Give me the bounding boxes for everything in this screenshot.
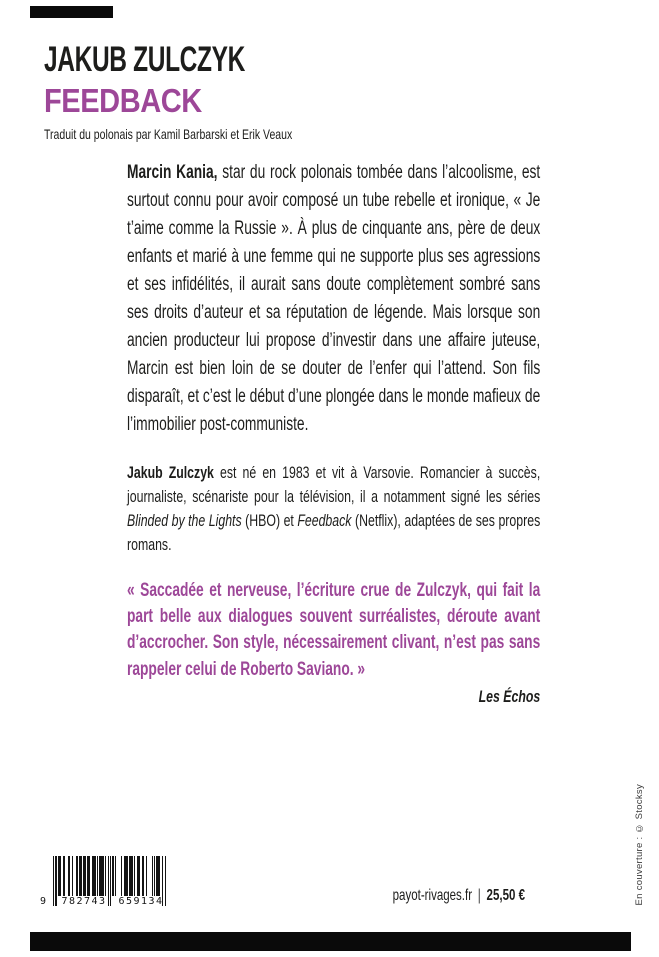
bio-series-title-2: Feedback [297, 511, 352, 530]
print-mark-top [30, 6, 113, 18]
bio-text-1: est né en 1983 et vit à Varsovie. Romancier à succès, journaliste, scénariste pour la télévision, il a notamment signé les séries [127, 463, 541, 506]
footer-publisher-line [238, 886, 525, 906]
synopsis-lead: Marcin Kania, [127, 162, 218, 183]
barcode-digit-group-1: 9 [40, 896, 47, 907]
bio-text-3: (Netflix), adaptées de ses propres romans. [127, 511, 541, 554]
bio-lead: Jakub Zulczyk [127, 463, 214, 482]
press-quote: « Saccadée et nerveuse, l’écriture crue de Zulczyk, qui fait la part belle aux dialogues souvent surréalistes, déroute avant d’accrocher. Son style, nécessairement clivant, n’est pas sans rappeler celui de Roberto Saviano. » [127, 580, 541, 680]
bio-text-2: (HBO) et [241, 511, 298, 530]
print-bar-bottom [30, 932, 631, 951]
translation-credit: Traduit du polonais par Kamil Barbarski et Erik Veaux [44, 126, 293, 142]
footer-separator: | [477, 887, 481, 904]
header [44, 42, 375, 142]
barcode-digit-group-3: 659134 [118, 896, 164, 907]
quote-attribution: Les Échos [478, 686, 541, 706]
synopsis-paragraph [127, 159, 540, 439]
cover-photo-credit: En couverture : © Stocksy [634, 783, 645, 905]
bio-series-title-1: Blinded by the Lights [127, 511, 242, 530]
press-quote-block [127, 578, 540, 707]
barcode-digit-group-2: 782743 [61, 896, 107, 907]
author-bio-paragraph [127, 461, 540, 557]
author-name: JAKUB ZULCZYK [44, 40, 245, 79]
synopsis-text: star du rock polonais tombée dans l’alcoolisme, est surtout connu pour avoir composé un tube rebelle et ironique, « Je t’aime comme la Russie ». À plus de cinquante ans, père de deux enfants et marié à une femme qui ne supporte plus ses agressions et ses infidélités, il aurait sans doute complètement sombré sans ses droits d’auteur et sa réputation de légende. Mais lorsque son ancien producteur lui propose d’investir dans une affaire juteuse, Marcin est bien loin de se douter de l’enfer qui l’attend. Son fils disparaît, et c’est le début d’une plongée dans le monde mafieux de l’immobilier post-communiste. [127, 162, 541, 435]
book-title: FEEDBACK [44, 82, 202, 119]
price: 25,50 € [486, 887, 525, 904]
publisher-website: payot-rivages.fr [392, 887, 473, 904]
barcode [40, 856, 185, 911]
